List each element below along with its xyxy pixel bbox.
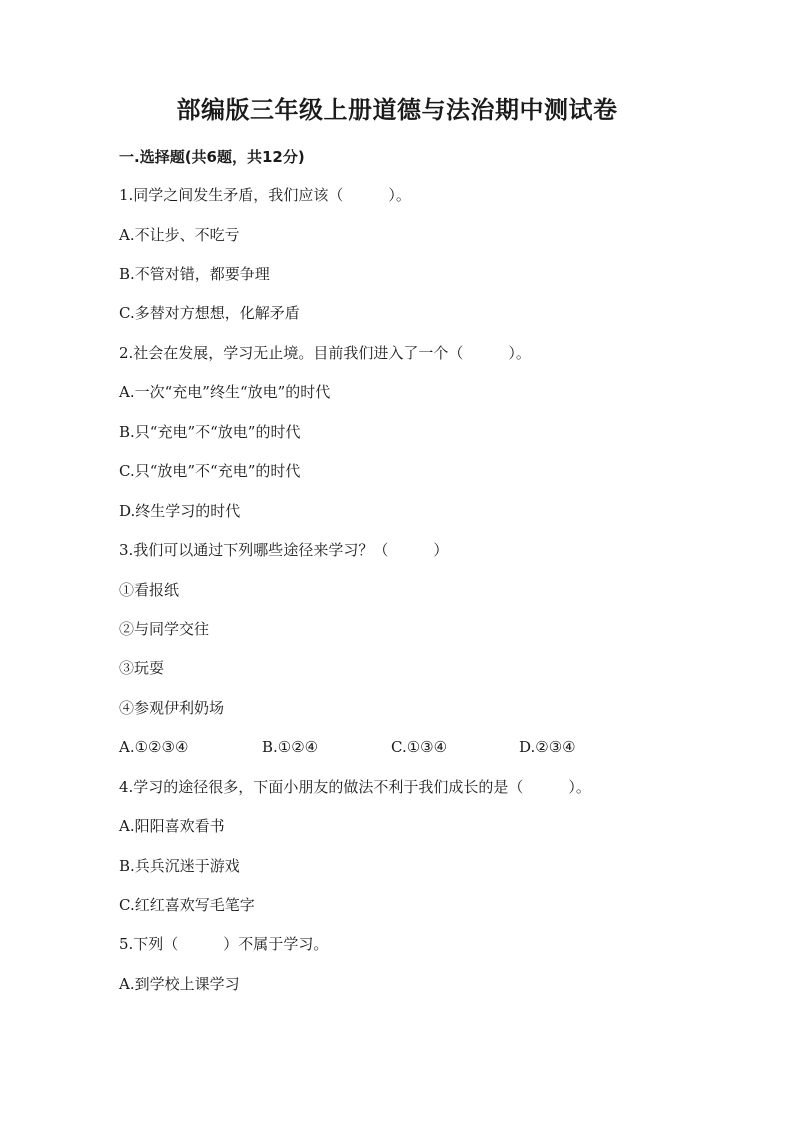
option-3a: A.①②③④ <box>119 738 189 756</box>
list-item-3-2: ②与同学交往 <box>119 620 210 638</box>
option-3c: C.①③④ <box>391 738 448 756</box>
option-1b: B.不管对错，都要争理 <box>119 265 270 283</box>
option-2d: D.终生学习的时代 <box>119 502 241 520</box>
list-item-3-1: ①看报纸 <box>119 581 180 599</box>
option-4b: B.兵兵沉迷于游戏 <box>119 857 240 875</box>
question-stem-1: 1.同学之间发生矛盾，我们应该（ ）。 <box>119 186 411 204</box>
option-1a: A.不让步、不吃亏 <box>119 226 240 244</box>
question-stem-5: 5.下列（ ）不属于学习。 <box>119 935 329 953</box>
option-5a: A.到学校上课学习 <box>119 975 240 993</box>
option-3d: D.②③④ <box>519 738 576 756</box>
option-2c: C.只“放电”不“充电”的时代 <box>119 462 301 480</box>
option-1c: C.多替对方想想，化解矛盾 <box>119 304 300 322</box>
option-4c: C.红红喜欢写毛笔字 <box>119 896 255 914</box>
section-heading: 一.选择题(共6题，共12分) <box>119 148 305 166</box>
option-3b: B.①②④ <box>262 738 319 756</box>
list-item-3-4: ④参观伊利奶场 <box>119 699 225 717</box>
question-stem-2: 2.社会在发展，学习无止境。目前我们进入了一个（ ）。 <box>119 344 531 362</box>
option-2b: B.只“充电”不“放电”的时代 <box>119 423 301 441</box>
list-item-3-3: ③玩耍 <box>119 659 165 677</box>
option-4a: A.阳阳喜欢看书 <box>119 817 225 835</box>
question-stem-4: 4.学习的途径很多，下面小朋友的做法不利于我们成长的是（ ）。 <box>119 778 591 796</box>
page-title: 部编版三年级上册道德与法治期中测试卷 <box>176 95 618 124</box>
options-row-3 <box>119 736 679 758</box>
question-stem-3: 3.我们可以通过下列哪些途径来学习？（ ） <box>119 541 449 559</box>
option-2a: A.一次“充电”终生“放电”的时代 <box>119 383 331 401</box>
